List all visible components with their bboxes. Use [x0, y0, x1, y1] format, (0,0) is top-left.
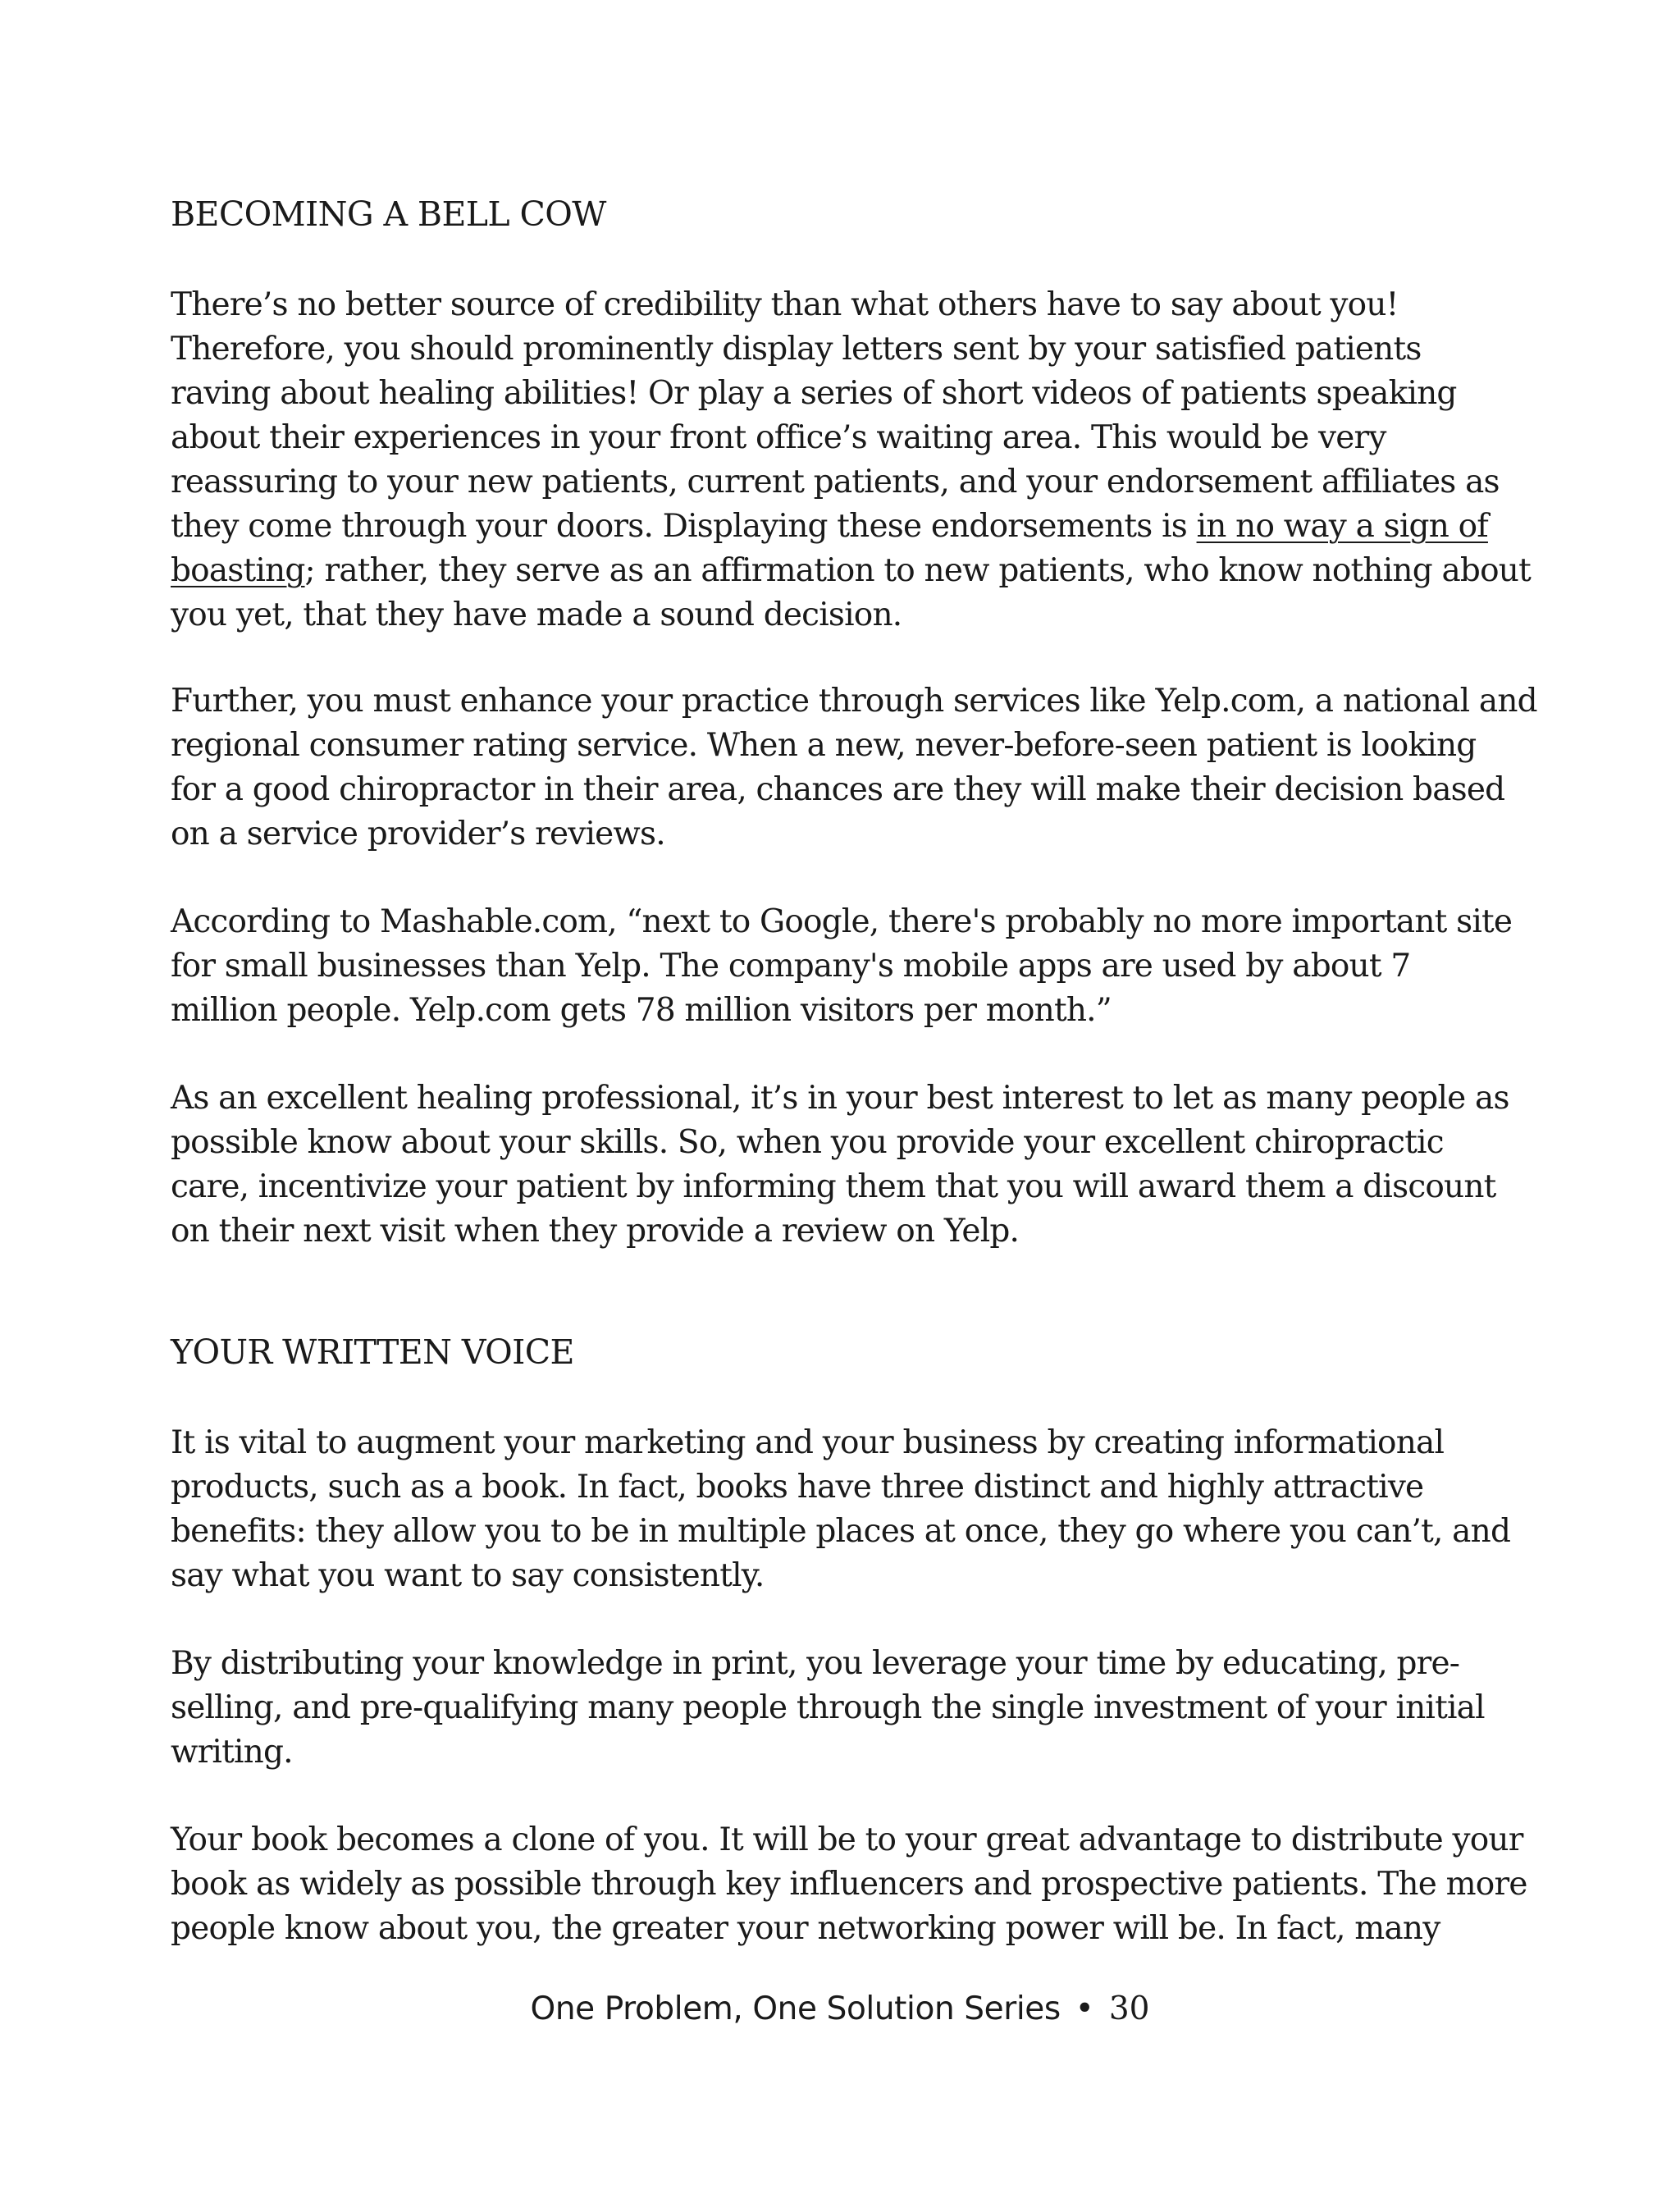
text-line: about their experiences in your front office’s waiting area. This would be very	[171, 419, 1386, 456]
text-line: products, such as a book. In fact, books have three distinct and highly attractive	[171, 1469, 1424, 1506]
underlined-text: in no way a sign of	[1196, 508, 1488, 545]
paragraph-book-clone	[171, 1818, 1582, 1951]
text-line: benefits: they allow you to be in multiple places at once, they go where you can’t, and	[171, 1513, 1511, 1550]
text-span: they come through your doors. Displaying these endorsements is	[171, 508, 1197, 545]
text-line: There’s no better source of credibility than what others have to say about you!	[171, 286, 1399, 323]
text-line: million people. Yelp.com gets 78 million visitors per month.”	[171, 992, 1112, 1029]
text-line: say what you want to say consistently.	[171, 1557, 765, 1594]
text-line: By distributing your knowledge in print, you leverage your time by educating, pre-	[171, 1645, 1460, 1682]
text-line: raving about healing abilities! Or play a series of short videos of patients speaking	[171, 375, 1457, 412]
text-line: Your book becomes a clone of you. It will be to your great advantage to distribute your	[171, 1821, 1523, 1858]
text-line	[171, 549, 1582, 593]
text-line: reassuring to your new patients, current patients, and your endorsement affiliates as	[171, 464, 1500, 500]
text-line: As an excellent healing professional, it’s in your best interest to let as many people as	[171, 1080, 1509, 1117]
text-line: on their next visit when they provide a review on Yelp.	[171, 1213, 1020, 1250]
text-span: ; rather, they serve as an affirmation to new patients, who know nothing about	[304, 552, 1531, 589]
text-line: people know about you, the greater your networking power will be. In fact, many	[171, 1910, 1440, 1947]
page-number: 30	[1108, 1990, 1150, 2027]
text-line: for small businesses than Yelp. The company's mobile apps are used by about 7	[171, 948, 1411, 985]
paragraph-informational-products	[171, 1421, 1582, 1598]
paragraph-review-incentive	[171, 1076, 1582, 1254]
section-heading-written-voice: YOUR WRITTEN VOICE	[171, 1332, 574, 1372]
text-line	[171, 505, 1582, 549]
text-line: It is vital to augment your marketing and your business by creating informational	[171, 1424, 1445, 1461]
bullet-separator: •	[1075, 1990, 1094, 2027]
text-line: for a good chiropractor in their area, chances are they will make their decision based	[171, 771, 1505, 808]
text-line: writing.	[171, 1734, 293, 1771]
text-line: possible know about your skills. So, when you provide your excellent chiropractic	[171, 1124, 1444, 1161]
paragraph-mashable-quote	[171, 900, 1582, 1033]
text-line: you yet, that they have made a sound decision.	[171, 596, 902, 633]
text-line: care, incentivize your patient by informing them that you will award them a discount	[171, 1168, 1496, 1205]
text-line: Further, you must enhance your practice through services like Yelp.com, a national and	[171, 683, 1537, 720]
paragraph-distributing-knowledge	[171, 1642, 1582, 1775]
text-line: Therefore, you should prominently display letters sent by your satisfied patients	[171, 331, 1422, 368]
series-title: One Problem, One Solution Series	[530, 1990, 1061, 2027]
section-heading-bell-cow: BECOMING A BELL COW	[171, 194, 606, 234]
paragraph-credibility	[171, 283, 1582, 638]
text-line: selling, and pre-qualifying many people through the single investment of your initial	[171, 1689, 1485, 1726]
paragraph-yelp-services	[171, 679, 1582, 857]
text-line: book as widely as possible through key influencers and prospective patients. The more	[171, 1866, 1527, 1903]
underlined-text: boasting	[171, 552, 305, 589]
page-footer	[0, 1989, 1680, 2030]
text-line: According to Mashable.com, “next to Google, there's probably no more important site	[171, 903, 1513, 940]
text-line: regional consumer rating service. When a new, never-before-seen patient is looking	[171, 727, 1477, 764]
text-line: on a service provider’s reviews.	[171, 816, 665, 852]
